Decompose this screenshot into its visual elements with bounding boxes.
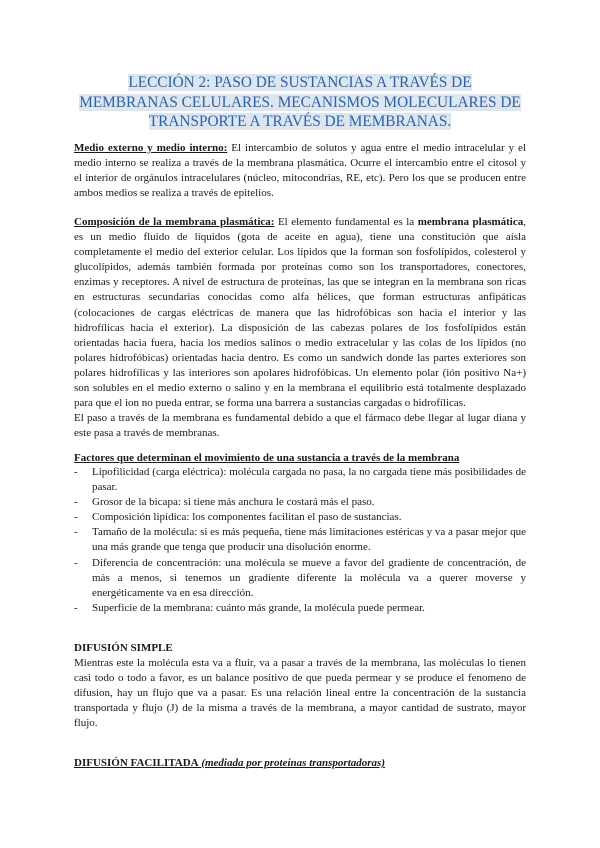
list-item: - Composición lipídica: los componentes facilitan el paso de sustancias. — [74, 510, 526, 525]
factors-list — [74, 465, 526, 616]
list-item: - Tamaño de la molécula: si es más pequeña, tiene más limitaciones estéricas y va a pasar mejor que una más grande que tenga que producir una disolución enorme. — [74, 525, 526, 555]
lesson-title-text: LECCIÓN 2: PASO DE SUSTANCIAS A TRAVÉS DE MEMBRANAS CELULARES. MECANISMOS MOLECULARES DE TRANSPORTE A TRAVÉS DE MEMBRANAS. — [79, 74, 521, 130]
text-composicion-a: El elemento fundamental es la — [274, 216, 418, 228]
heading-difusion-facilitada-sub: (mediada por proteínas transportadoras) — [198, 757, 385, 769]
list-item: - Diferencia de concentración: una molécula se mueve a favor del gradiente de concentración, de más a menos, si tenemos un gradiente diferente la molécula va a querer moverse y energéticamente va en esa dirección. — [74, 556, 526, 601]
paragraph-composicion — [74, 215, 526, 441]
list-item: - Lipofilicidad (carga eléctrica): molécula cargada no pasa, la no cargada tiene más posibilidades de pasar. — [74, 465, 526, 495]
text-composicion-c: El paso a través de la membrana es fundamental debido a que el fármaco debe llegar al lugar diana y este pasa a través de membranas. — [74, 412, 526, 440]
heading-difusion-facilitada-text: DIFUSIÓN FACILITADA — [74, 757, 199, 769]
paragraph-difusion-simple: Mientras este la molécula esta va a fluir, va a pasar a través de la membrana, las moléculas lo tienen casi todo o todo a favor, es un balance positivo de que pueda permear y se produce el fenomeno de difusion, hay un flujo que va a pasar. Es una relación lineal entre la concentración de la sustancia transportada y flujo (J) de la misma a través de la membrana, a mayor cantidad de sustrato, mayor flujo. — [74, 657, 526, 730]
text-medio-externo: El intercambio de solutos y agua entre el medio intracelular y el medio interno se realiza a través de la membrana plasmática. Ocurre el intercambio entre el citosol y el interior de orgánulos intracelulares (núcleo, mitocondrias, RE, etc). Pero los que se producen entre ambos medios se realiza a través de epitelios. — [74, 142, 526, 200]
heading-composicion: Composición de la membrana plasmática: — [74, 216, 275, 228]
paragraph-medio-externo — [74, 141, 526, 201]
heading-difusion-simple: DIFUSIÓN SIMPLE — [74, 642, 173, 654]
list-item: - Superficie de la membrana: cuánto más grande, la molécula puede permear. — [74, 601, 526, 616]
lesson-title — [78, 73, 522, 132]
heading-medio-externo: Medio externo y medio interno: — [74, 142, 228, 154]
term-membrana: membrana plasmática — [417, 216, 524, 228]
heading-factores: Factores que determinan el movimiento de una sustancia a través de la membrana — [74, 452, 460, 464]
text-composicion-b: , es un medio fluido de líquidos (gota de aceite en agua), tiene una constitución que aísla completamente el medio del exterior celular. Los lípidos que la forman son fosfolípidos, colesterol y glucolípidos, además también formada por proteínas como son los transportadores, conectores, enzimas y receptores. A nivel de estructura de proteínas, las que se integran en la membrana son ricas en estructuras secundarias conocidas como alfa hélices, que forman estructuras anfipáticas (colocaciones de cargas eléctricas de manera que las hidrofóbicas son hacia el interior y las hidrofílicas hacia el exterior). La disposición de las cabezas polares de los fosfolípidos están orientadas hacia fuera, hacia los medios salinos o medio extracelular y las colas de los lípidos (no polares hidrofóbicas) orientadas hacia dentro. Es como un sandwich donde las partes exteriores son polares hidrofílicas y las interiores son apolares hidrofóbicas. Un elemento polar (ión positivo Na+) son solubles en el medio externo o salino y en la membrana el equilibrio está totalmente desplazado para que el ion no pueda entrar, se forma una barrera a sustancias cargadas o hidrofílicas. — [74, 216, 526, 410]
heading-difusion-facilitada — [74, 756, 385, 771]
list-item: - Grosor de la bicapa: si tiene más anchura le costará más el paso. — [74, 495, 526, 510]
